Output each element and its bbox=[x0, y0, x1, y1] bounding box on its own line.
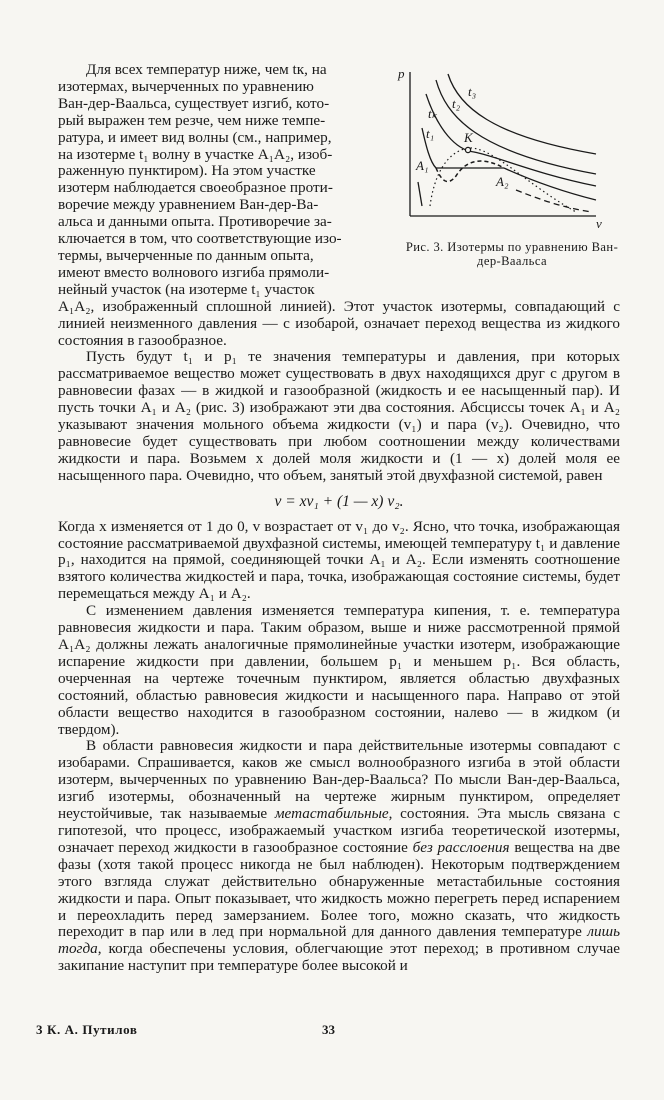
paragraph-3: Когда x изменяется от 1 до 0, v возрастает от v₁ до v₂. Ясно, что точка, изображающая состояние рассматриваемой двухфазной системы, имеющей температуру t₁ и давление p₁, находится на прямой, соединяющей точки A₁ и A₂. Если изменять соотношение взятого количества жидкостей и пара, точка, изображающая состояние системы, будет перемещаться между A₁ и A₂. bbox=[58, 517, 620, 603]
emphasis-metastable: метастабильные bbox=[274, 805, 389, 823]
text-line: воречие между уравнением Ван-дер-Ва- bbox=[58, 196, 319, 214]
text-line: термы, вычерченные по данным опыта, bbox=[58, 246, 314, 264]
text-run: , когда обеспечены условия, облегчающие этот переход; в противном случае закипание наступит при температуре более высокой и bbox=[58, 940, 620, 975]
text-line: изотермах, вычерченных по уравнению bbox=[58, 77, 314, 95]
text-line: ратура, и имеет вид волны (см., например, bbox=[58, 128, 332, 146]
text-line: рый выражен тем резче, чем ниже темпе- bbox=[58, 111, 326, 129]
t3-label: t₃ bbox=[468, 84, 477, 99]
text-line: альса и данными опыта. Противоречие за- bbox=[58, 213, 332, 231]
page-body bbox=[58, 62, 620, 975]
tk-label: tₖ bbox=[428, 106, 438, 121]
paragraph-1-wrapped bbox=[58, 62, 388, 299]
paragraph-1-continued: A₁A₂, изображенный сплошной линией). Этот участок изотермы, совпадающий с линией неизменного давления — с изобарой, означает переход вещества из жидкого состояния в газообразное. bbox=[58, 297, 620, 349]
K-label: K bbox=[464, 130, 473, 145]
emphasis-no-separation: без расслоения bbox=[412, 838, 510, 856]
axis-p-label: p bbox=[398, 66, 405, 81]
page-number: 33 bbox=[322, 1022, 335, 1037]
text-line: нейный участок (на изотерме t₁ участок bbox=[58, 280, 315, 298]
text-line: ключается в том, что соответствующие изо- bbox=[58, 230, 342, 248]
paragraph-5 bbox=[58, 738, 620, 975]
text-line: на изотерме t₁ волну в участке A₁A₂, изоб- bbox=[58, 145, 333, 163]
text-line: раженную пунктиром). На этом участке bbox=[58, 162, 316, 180]
text-run: , состояния. Эта мысль связана с гипотезой, что процесс, изображаемый участком изгиба теоретической изотермы, означает переход жидкости в газообразное состояние bbox=[58, 805, 620, 856]
emphasis-only-then: лишь тогда bbox=[58, 923, 620, 958]
printer-signature: 3 К. А. Путилов bbox=[36, 1022, 138, 1037]
t2-label: t₂ bbox=[452, 96, 461, 111]
figure-caption: Рис. 3. Изотермы по уравнению Ван-дер-Ваальса bbox=[405, 240, 619, 268]
text-run: В области равновесия жидкости и пара действительные изотермы совпадают с изобарами. Спрашивается, каков же смысл волнообразного изгиба в этой области изотерм, вычерченных по уравнению Ван-дер-Ваальса? По мысли Ван-дер-Ваальса, изгиб изотермы, обозначенный на чертеже жирным пунктиром, определяет неустойчивые, так называемые bbox=[58, 737, 620, 823]
text-line: изотерм наблюдается своеобразное проти- bbox=[58, 179, 333, 197]
text-line: имеют вместо волнового изгиба прямоли- bbox=[58, 263, 330, 281]
volume-formula: v = xv₁ + (1 — x) v₂. bbox=[274, 492, 404, 510]
paragraph-4: С изменением давления изменяется температура кипения, т. е. температура равновесия жидкости и пара. Таким образом, выше и ниже рассмотренной прямой A₁A₂ должны лежать аналогичные прямолинейные участки изотерм, изображающие испарение жидкости при давлении, большем p₁ и меньшем p₁. Вся область, очерченная на чертеже точечным пунктиром, является областью двухфазных состояний, областью равновесия жидкости и насыщенного пара. Направо от этой области вещество находится в газообразном состоянии, налево — в жидком (и твердом). bbox=[58, 602, 620, 738]
text-line: Для всех температур ниже, чем tк, на bbox=[86, 61, 327, 78]
A1-label: A₁ bbox=[416, 158, 429, 173]
A2-label: A₂ bbox=[496, 174, 509, 189]
axis-v-label: v bbox=[596, 216, 602, 231]
t1-label: t₁ bbox=[426, 126, 435, 141]
text-line: Ван-дер-Ваальса, существует изгиб, кото- bbox=[58, 94, 330, 112]
paragraph-2: Пусть будут t₁ и p₁ те значения температуры и давления, при которых рассматриваемое вещество может существовать в двух находящихся друг с другом в равновесии фазах — в жидкой и газообразной (жидкость и ее насыщенный пар). И пусть точки A₁ и A₂ (рис. 3) изображают эти два состояния. Абсциссы точек A₁ и A₂ указывают значения мольного объема жидкости (v₁) и пара (v₂). Очевидно, что равновесие будет существовать при любом соотношении между количествами жидкости и пара. Возьмем x долей моля жидкости и (1 — x) долей моля ее насыщенного пара. Очевидно, что объем, занятый этой двухфазной системой, равен bbox=[58, 348, 620, 484]
text-run: вещества на две фазы (хотя такой процесс никогда не был наблюден). Некоторым подтверждением этого взгляда служат действительно обнаруженные метастабильные состояния жидкости и пара. Опыт показывает, что жидкость можно перегреть перед испарением и переохладить перед замерзанием. Более того, можно сказать, что жидкость переходит в пар или в лед при нормальной для данного давления температуре bbox=[58, 838, 620, 941]
